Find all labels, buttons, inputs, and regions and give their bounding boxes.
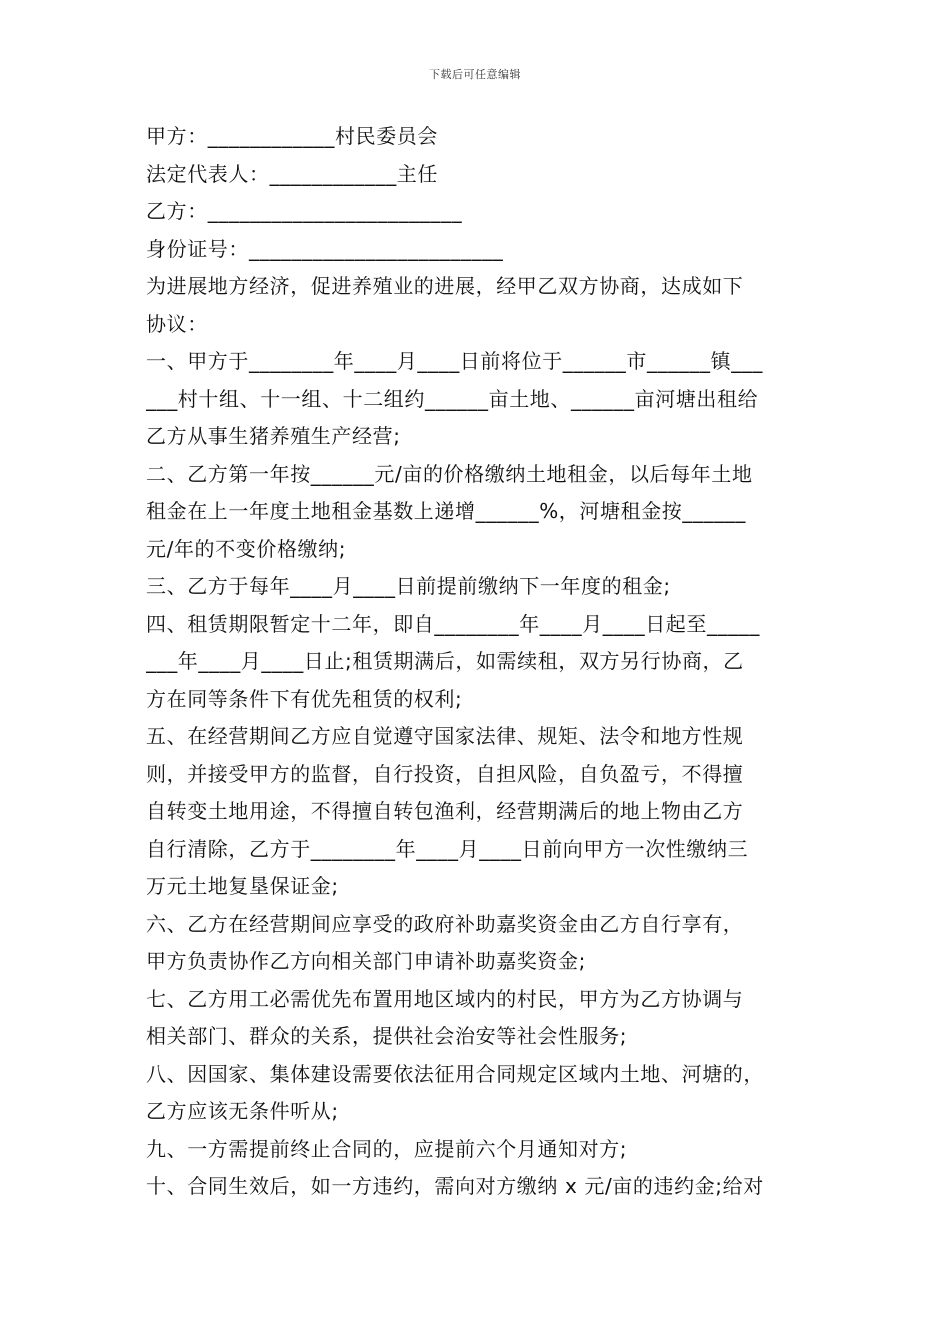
header-note: 下载后可任意编辑 (429, 68, 521, 81)
text-line: 七、乙方用工必需优先布置用地区域内的村民，甲方为乙方协调与 (146, 986, 744, 1011)
text-line: ___年____月____日止;租赁期满后，如需续租，双方另行协商，乙 (146, 649, 744, 673)
text-line: 乙方：________________________ (146, 199, 463, 223)
text-line: 八、因国家、集体建设需要依法征用合同规定区域内土地、河塘的， (146, 1061, 764, 1086)
text-line: 租金在上一年度土地租金基数上递增______%，河塘租金按______ (146, 499, 747, 523)
text-line: 法定代表人：____________主任 (146, 161, 438, 186)
text-line: 协议： (146, 311, 208, 336)
text-line: 一、甲方于________年____月____日前将位于______市______镇___ (146, 349, 763, 373)
text-line: 六、乙方在经营期间应享受的政府补助嘉奖资金由乙方自行享有， (146, 911, 744, 936)
text-line: ___村十组、十一组、十二组约______亩土地、______亩河塘出租给 (146, 386, 759, 411)
text-line: 相关部门、群众的关系，提供社会治安等社会性服务; (146, 1024, 628, 1048)
text-line: 自行清除，乙方于________年____月____日前向甲方一次性缴纳三 (146, 836, 749, 861)
text-line: 为进展地方经济，促进养殖业的进展，经甲乙双方协商，达成如下 (146, 274, 744, 298)
text-line: 乙方应该无条件听从; (146, 1099, 339, 1123)
contract-body (146, 118, 818, 1206)
text-line: 九、一方需提前终止合同的，应提前六个月通知对方; (146, 1136, 628, 1161)
text-line: 乙方从事生猪养殖生产经营; (146, 424, 401, 448)
text-line: 则，并接受甲方的监督，自行投资，自担风险，自负盈亏，不得擅 (146, 761, 744, 786)
text-line: 自转变土地用途，不得擅自转包渔利，经营期满后的地上物由乙方 (146, 799, 744, 823)
text-line: 方在同等条件下有优先租赁的权利; (146, 686, 463, 711)
text-line: 二、乙方第一年按______元/亩的价格缴纳土地租金，以后每年土地 (146, 461, 753, 486)
text-line: 四、租赁期限暂定十二年，即自________年____月____日起至_____ (146, 611, 760, 636)
text-line: 甲方负责协作乙方向相关部门申请补助嘉奖资金; (146, 949, 586, 973)
text-line: 三、乙方于每年____月____日前提前缴纳下一年度的租金; (146, 574, 671, 598)
text-line: 元/年的不变价格缴纳; (146, 536, 347, 561)
text-line: 甲方：____________村民委员会 (146, 124, 438, 148)
text-line: 五、在经营期间乙方应自觉遵守国家法律、规矩、法令和地方性规 (146, 724, 744, 748)
text-line: 万元土地复垦保证金; (146, 874, 339, 898)
text-line: 十、合同生效后，如一方违约，需向对方缴纳 x 元/亩的违约金;给对 (146, 1174, 764, 1198)
text-line: 身份证号：________________________ (146, 236, 504, 261)
